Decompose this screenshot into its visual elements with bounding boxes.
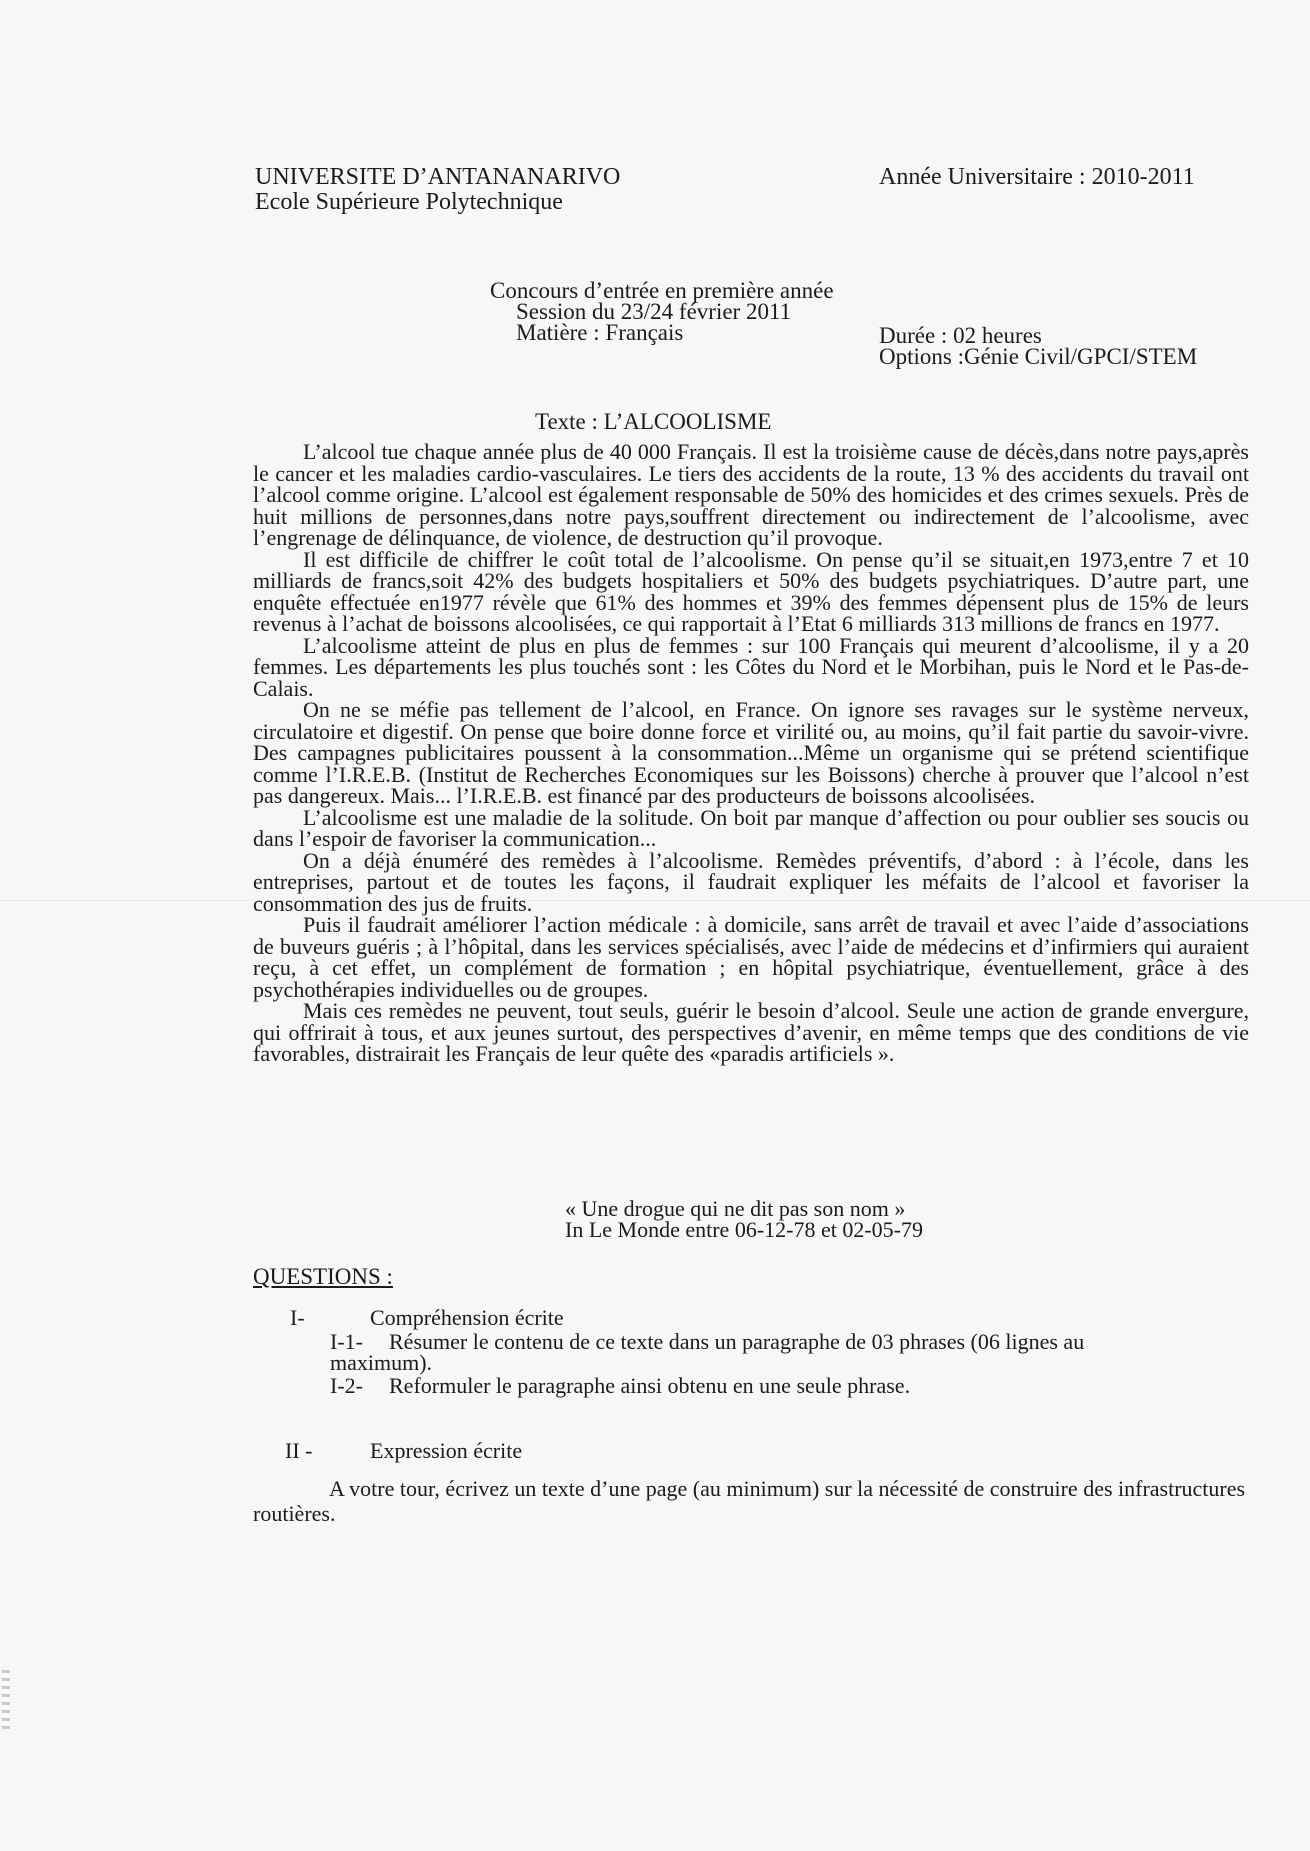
exam-info (490, 280, 834, 343)
questions-heading: QUESTIONS : (253, 1264, 393, 1289)
source-reference: In Le Monde entre 06-12-78 et 02-05-79 (565, 1217, 924, 1242)
university-name: UNIVERSITE D’ANTANANARIVO (255, 164, 621, 190)
exam-duration-options (879, 325, 1197, 367)
section-2-title: Expression écrite (370, 1438, 523, 1463)
question-1-1-text: Résumer le contenu de ce texte dans un paragraphe de 03 phrases (06 lignes au (389, 1329, 1085, 1354)
section-1-title: Compréhension écrite (370, 1305, 564, 1330)
exam-title: Concours d’entrée en première année (490, 278, 834, 303)
exam-duration: Durée : 02 heures (879, 323, 1042, 348)
text-title: Texte : L’ALCOOLISME (535, 409, 772, 434)
source-title: « Une drogue qui ne dit pas son nom » (565, 1196, 906, 1221)
question-1-2-text: Reformuler le paragraphe ainsi obtenu en une seule phrase. (389, 1373, 911, 1398)
text-paragraph: Il est difficile de chiffrer le coût total de l’alcoolisme. On pense qu’il se situait,en 1973,entre 7 et 10 milliards de francs,soit 42% des budgets hospitaliers et 50% des budgets psychiatriques. D’autre part, une enquête effectuée en1977 révèle que 61% des hommes et 39% des femmes dépensent plus de 15% de leurs revenus à l’achat de boissons alcoolisées, ce qui rapportait à l’Etat 6 milliards 313 millions de francs en 1977. (253, 546, 1249, 636)
scan-margin-marks (2, 1670, 10, 1730)
header-institution (255, 165, 620, 215)
section-2-text: A votre tour, écrivez un texte d’une page (au minimum) sur la nécessité de construire des infrastructures routières. (253, 1476, 1246, 1526)
academic-year: Année Universitaire : 2010-2011 (879, 164, 1195, 190)
text-body (253, 441, 1249, 1065)
text-paragraph: L’alcoolisme atteint de plus en plus de femmes : sur 100 Français qui meurent d’alcoolisme, il y a 20 femmes. Les départements les plus touchés sont : les Côtes du Nord et le Morbihan, puis le Nord et le Pas-de-Calais. (253, 632, 1249, 701)
school-name: Ecole Supérieure Polytechnique (255, 189, 563, 215)
exam-subject: Matière : Français (516, 320, 684, 345)
section-1-number: I- (290, 1305, 305, 1330)
section-2-instructions (253, 1476, 1249, 1526)
exam-session: Session du 23/24 février 2011 (516, 299, 792, 324)
section-2-number: II - (285, 1438, 313, 1463)
question-1-2-number: I-2- (330, 1373, 363, 1398)
text-paragraph: Mais ces remèdes ne peuvent, tout seuls, guérir le besoin d’alcool. Seule une action de grande envergure, qui offrirait à tous, et aux jeunes surtout, des perspectives d’avenir, en même temps que des conditions de vie favorables, distrairait les Français de leur quête des «paradis artificiels ». (253, 998, 1249, 1066)
text-paragraph: On ne se méfie pas tellement de l’alcool, en France. On ignore ses ravages sur le système nerveux, circulatoire et digestif. On pense que boire donne force et virilité ou, au moins, qu’il fait partie du savoir-vivre. Des campagnes publicitaires poussent à la consommation...Même un organisme qui se prétend scientifique comme l’I.R.E.B. (Institut de Recherches Economiques sur les Boissons) cherche à prouver que l’alcool n’est pas dangereux. Mais... l’I.R.E.B. est financé par des producteurs de boissons alcoolisées. (253, 697, 1249, 808)
text-paragraph: L’alcool tue chaque année plus de 40 000 Français. Il est la troisième cause de décès,dans notre pays,après le cancer et les maladies cardio-vasculaires. Le tiers des accidents de la route, 13 % des accidents du travail ont l’alcool comme origine. L’alcool est également responsable de 50% des homicides et des crimes sexuels. Près de huit millions de personnes,dans notre pays,souffrent directement ou indirectement de l’alcoolisme, avec l’engrenage de délinquance, de violence, de destruction qu’il provoque. (253, 439, 1249, 550)
text-paragraph: On a déjà énuméré des remèdes à l’alcoolisme. Remèdes préventifs, d’abord : à l’école, dans les entreprises, partout et de toutes les façons, il faudrait expliquer les méfaits de l’alcool et favoriser la consommation des jus de fruits. (253, 847, 1249, 916)
text-source (565, 1198, 923, 1240)
exam-options: Options :Génie Civil/GPCI/STEM (879, 344, 1198, 369)
text-paragraph: Puis il faudrait améliorer l’action médicale : à domicile, sans arrêt de travail et avec l’aide d’associations de buveurs guéris ; à l’hôpital, dans les services spécialisés, avec l’aide de médecins et d’infirmiers qui auraient reçu, à cet effet, un complément de formation ; en hôpital psychiatrique, éventuellement, grâce à des psychothérapies individuelles ou de groupes. (253, 912, 1249, 1002)
question-1-1-text-cont: maximum). (330, 1350, 433, 1375)
text-paragraph: L’alcoolisme est une maladie de la solitude. On boit par manque d’affection ou pour oublier ses soucis ou dans l’espoir de favoriser la communication... (253, 804, 1249, 851)
question-1-1-number: I-1- (330, 1329, 363, 1354)
